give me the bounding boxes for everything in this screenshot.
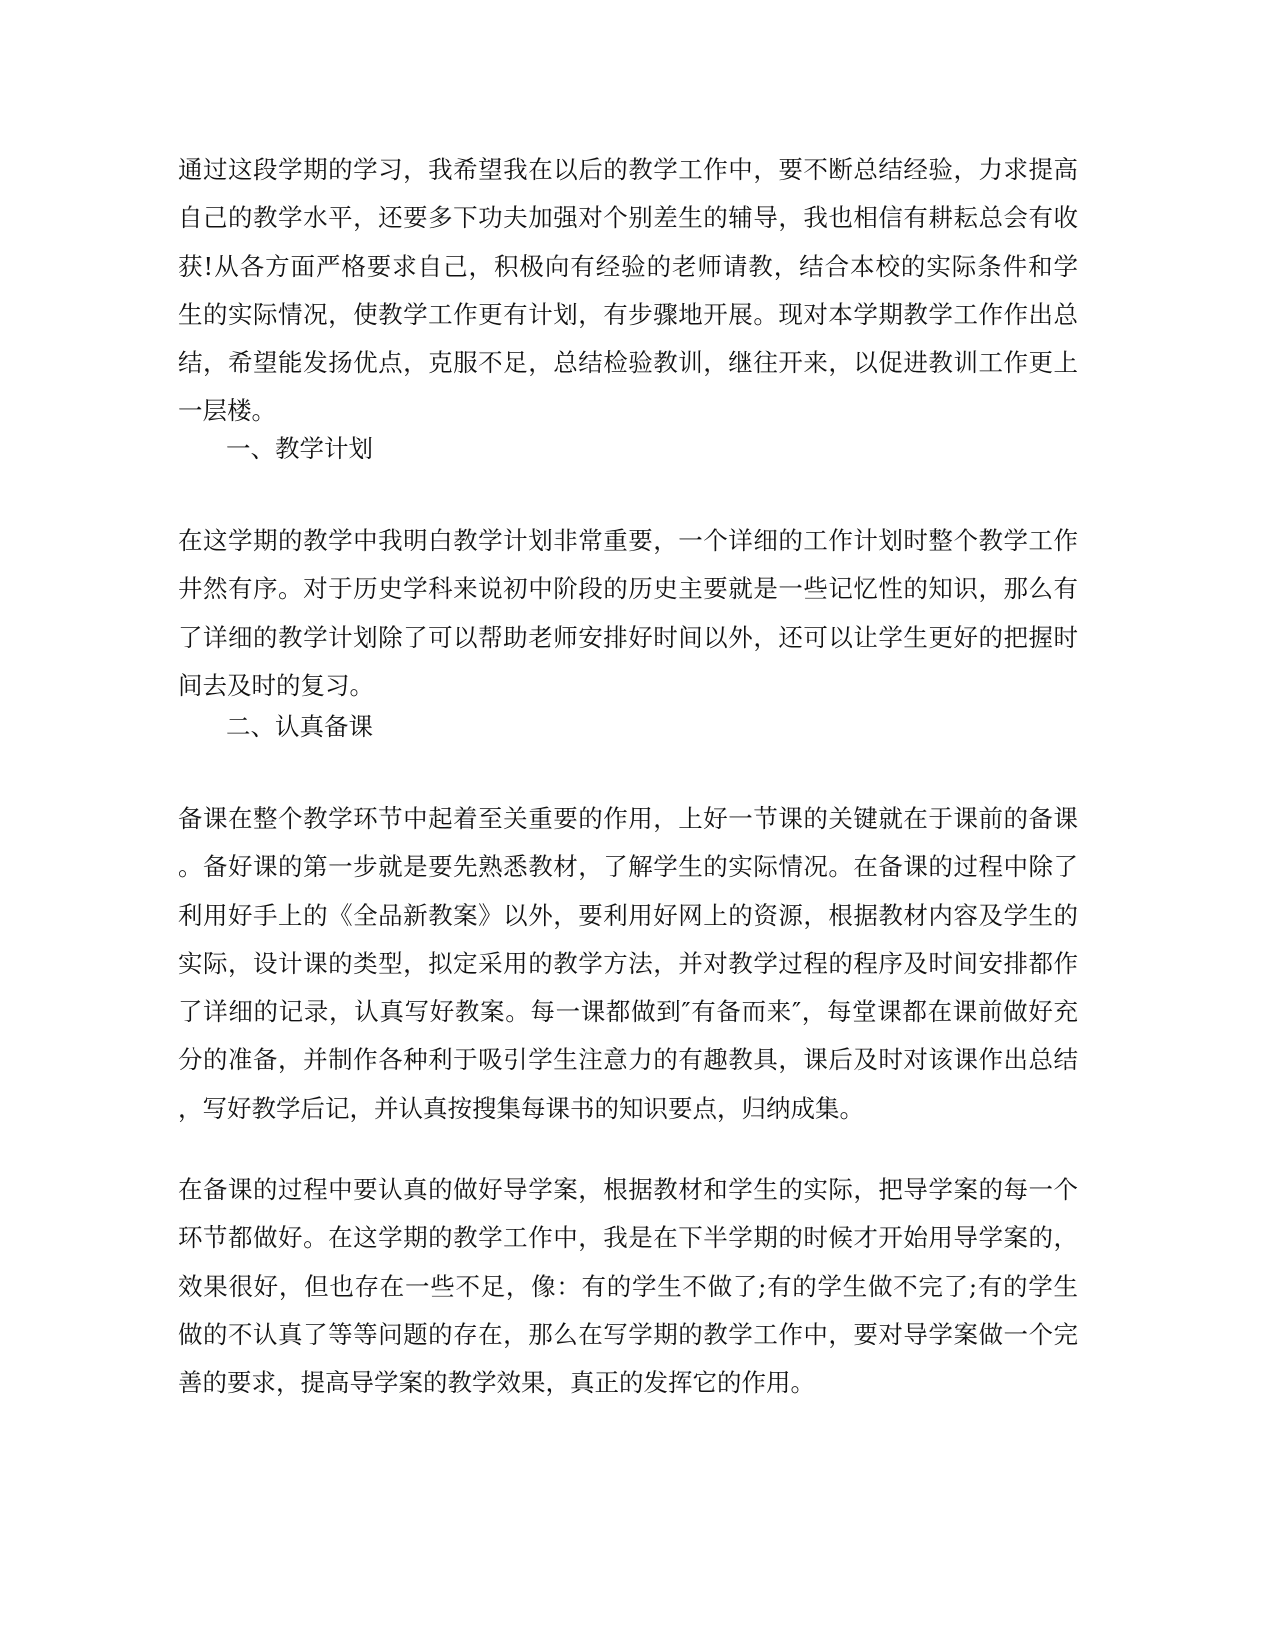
- text-line: 了详细的教学计划除了可以帮助老师安排好时间以外，还可以让学生更好的把握时: [178, 622, 1078, 652]
- text-line: 。备好课的第一步就是要先熟悉教材，了解学生的实际情况。在备课的过程中除了: [178, 852, 1078, 882]
- text-line: 在备课的过程中要认真的做好导学案，根据教材和学生的实际，把导学案的每一个: [178, 1175, 1078, 1204]
- text-line: 生的实际情况，使教学工作更有计划，有步骤地开展。现对本学期教学工作作出总: [178, 299, 1078, 329]
- text-line: 做的不认真了等等问题的存在，那么在写学期的教学工作中，要对导学案做一个完: [178, 1319, 1078, 1349]
- text-line: ，写好教学后记，并认真按搜集每课书的知识要点，归纳成集。: [178, 1093, 864, 1123]
- paragraph-lesson-prep: [178, 795, 1078, 1133]
- text-line: 实际，设计课的类型，拟定采用的教学方法，并对教学过程的程序及时间安排都作: [178, 948, 1078, 978]
- text-line: 利用好手上的《全品新教案》以外，要利用好网上的资源，根据教材内容及学生的: [178, 900, 1078, 930]
- text-line: 获!从各方面严格要求自己，积极向有经验的老师请教，结合本校的实际条件和学: [178, 251, 1078, 281]
- text-line: 分的准备，并制作各种利于吸引学生注意力的有趣教具，课后及时对该课作出总结: [178, 1045, 1078, 1075]
- text-line: 结，希望能发扬优点，克服不足，总结检验教训，继往开来，以促进教训工作更上: [178, 348, 1078, 378]
- text-line: 了详细的记录，认真写好教案。每一课都做到″有备而来″，每堂课都在课前做好充: [178, 997, 1078, 1027]
- section-heading-teaching-plan: 一、教学计划: [226, 434, 373, 463]
- paragraph-intro: [178, 146, 1078, 436]
- text-line: 环节都做好。在这学期的教学工作中，我是在下半学期的时候才开始用导学案的，: [178, 1223, 1078, 1253]
- text-line: 自己的教学水平，还要多下功夫加强对个别差生的辅导，我也相信有耕耘总会有收: [178, 203, 1078, 233]
- text-line: 一层楼。: [178, 396, 276, 426]
- paragraph-study-guide: [178, 1166, 1078, 1407]
- text-line: 通过这段学期的学习，我希望我在以后的教学工作中，要不断总结经验，力求提高: [178, 155, 1078, 184]
- text-line: 效果很好，但也存在一些不足，像：有的学生不做了;有的学生做不完了;有的学生: [178, 1271, 1078, 1301]
- text-line: 在这学期的教学中我明白教学计划非常重要，一个详细的工作计划时整个教学工作: [178, 526, 1078, 555]
- section-heading-lesson-prep: 二、认真备课: [226, 712, 373, 741]
- text-line: 善的要求，提高导学案的教学效果，真正的发挥它的作用。: [178, 1368, 815, 1398]
- text-line: 井然有序。对于历史学科来说初中阶段的历史主要就是一些记忆性的知识，那么有: [178, 574, 1078, 604]
- paragraph-teaching-plan: [178, 517, 1078, 710]
- text-line: 间去及时的复习。: [178, 670, 374, 700]
- text-line: 备课在整个教学环节中起着至关重要的作用，上好一节课的关键就在于课前的备课: [178, 804, 1078, 833]
